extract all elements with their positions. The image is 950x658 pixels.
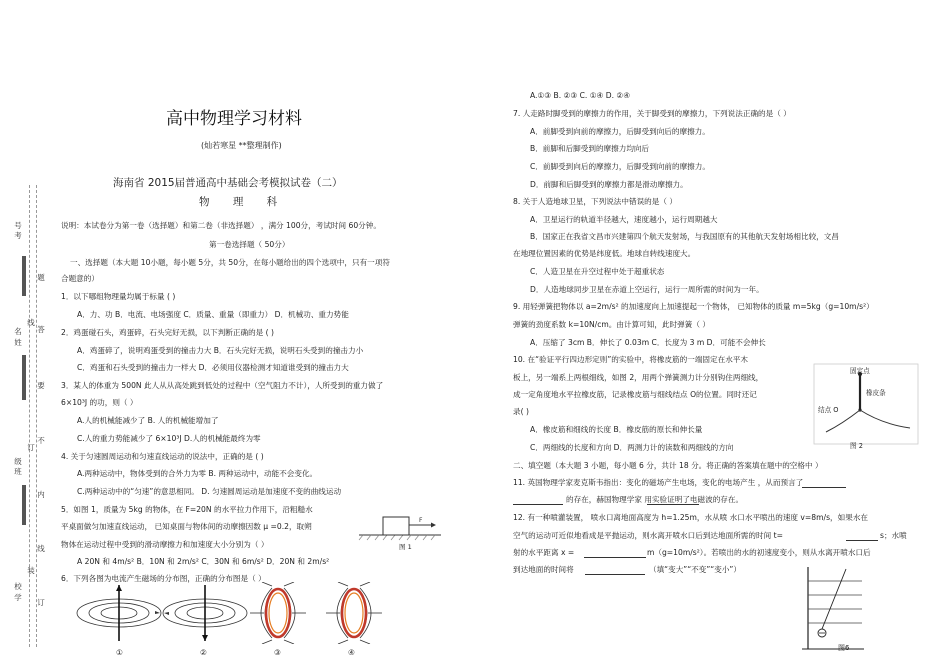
question-10-cont: 板上，另一端系上两根细线，如图 2，用两个弹簧测力计分别钩住两细线， bbox=[513, 373, 764, 382]
question-5: 5．如图 1，质量为 5kg 的物体，在 F=20N 的水平拉力作用下，沿粗糙水 bbox=[61, 505, 313, 514]
q7-option-b: B．前脚和后脚受到的摩擦力均向后 bbox=[530, 144, 650, 153]
fig2-fixed-point-label: 固定点 bbox=[850, 367, 870, 375]
question-12: 12. 有一种喷灌装置， 喷水口离地面高度为 h=1.25m，水从喷 水口水平喷出的速度 v=8m/s，如果水在 bbox=[513, 513, 869, 522]
q6-option-label: ② bbox=[200, 648, 207, 657]
q12-blank-distance[interactable] bbox=[584, 549, 646, 558]
margin-bar bbox=[22, 256, 26, 296]
seal-char: 线 bbox=[27, 318, 35, 327]
margin-label: 姓 bbox=[14, 338, 22, 347]
q8-option-b: B．国家正在我省文昌市兴建第四个航天发射场，与我国原有的其他航天发射场相比较，文昌 bbox=[530, 232, 839, 241]
block bbox=[383, 517, 409, 535]
question-9-cont: 弹簧的劲度系数 k=10N/cm。由计算可知，此时弹簧（ ） bbox=[513, 320, 710, 329]
question-12-cont: 射的水平距离 x = bbox=[513, 548, 575, 557]
margin-label: 号 bbox=[14, 221, 22, 230]
margin-label: 班 bbox=[14, 467, 22, 476]
question-3-cont: 6×10³J 的功，则（ ） bbox=[61, 398, 138, 407]
fig2-knot-label: 结点 O bbox=[818, 406, 839, 414]
q2-options-ab: A．鸡蛋碎了，说明鸡蛋受到的撞击力大 B．石头完好无损，说明石头受到的撞击力小 bbox=[77, 346, 364, 355]
question-8: 8. 关于人造地球卫星，下列说法中错误的是（ ） bbox=[513, 197, 677, 206]
seal-char: 订 bbox=[37, 598, 45, 607]
q7-option-c: C．前脚受到向后的摩擦力，后脚受到向前的摩擦力。 bbox=[530, 162, 710, 171]
document-subtitle: (灿若寒星 **整理制作) bbox=[201, 141, 282, 150]
q8-option-d: D．人造地球同步卫星在赤道上空运行，运行一周所需的时间为一年。 bbox=[530, 285, 764, 294]
margin-bar bbox=[22, 355, 26, 400]
q10-options-ab: A．橡皮筋和细线的长度 B．橡皮筋的原长和伸长量 bbox=[530, 425, 703, 434]
q11-blank-2[interactable] bbox=[513, 496, 563, 505]
seal-char: 答 bbox=[37, 325, 45, 334]
seal-char: 不 bbox=[37, 436, 45, 445]
document-title: 高中物理学习材料 bbox=[166, 109, 302, 129]
question-12-cont: m（g=10m/s²）。若喷出的水的初速度变小，则从水离开喷水口后 bbox=[647, 548, 871, 557]
margin-bar bbox=[22, 485, 26, 525]
q11-blank-1[interactable] bbox=[802, 479, 846, 488]
question-12-cont: （填“变大”“不变”“变小”） bbox=[649, 565, 741, 574]
question-3: 3．某人的体重为 500N 此人从从高处跳到低处的过程中（空气阻力不计），人所受到的重力做了 bbox=[61, 381, 384, 390]
q3-options-cd: C.人的重力势能减少了 6×10³J D.人的机械能最终为零 bbox=[77, 434, 261, 443]
exam-instructions: 说明：本试卷分为第一卷（选择题）和第二卷（非选择题） ，满分 100分，考试时间 60分钟。 bbox=[61, 221, 381, 230]
question-5-cont: 平桌面做匀加速直线运动， 已知桌面与物体间的动摩擦因数 μ =0.2，取朔 bbox=[61, 522, 312, 531]
q6-figure-2 bbox=[160, 583, 250, 643]
seal-char: 题 bbox=[37, 273, 45, 282]
margin-label: 考 bbox=[14, 231, 22, 240]
seal-char: 订 bbox=[27, 443, 35, 452]
q12-blank-change[interactable] bbox=[585, 566, 645, 575]
q8-option-a: A．卫星运行的轨道半径越大，速度越小，运行周期越大 bbox=[530, 215, 718, 224]
figure-2-label: 图 2 bbox=[850, 442, 863, 450]
question-5-cont: 物体在运动过程中受到的滑动摩擦力和加速度大小分别为（ ） bbox=[61, 540, 269, 549]
question-9: 9. 用轻弹簧把物体以 a=2m/s² 的加速度向上加速提起一个物体， 已知物体的质量 m=5kg（g=10m/s²） bbox=[513, 302, 874, 311]
dotted-seal-line bbox=[36, 185, 49, 647]
section-one-heading-cont: 合题意的） bbox=[61, 274, 99, 283]
q8-option-c: C．人造卫星在升空过程中处于超重状态 bbox=[530, 267, 665, 276]
q7-option-a: A．前脚受到向前的摩擦力，后脚受到向后的摩擦力。 bbox=[530, 127, 710, 136]
seal-char: 内 bbox=[37, 490, 45, 499]
section-one-heading: 一、选择题（本大题 10小题，每小题 5分，共 50分，在每小题给出的四个选项中，只有一项符 bbox=[70, 258, 390, 267]
question-10: 10. 在“验证平行四边形定则”的实验中，将橡皮筋的一端固定在水平木 bbox=[513, 355, 748, 364]
q6-option-label: ① bbox=[116, 648, 123, 657]
question-12-cont: 空气的运动可近似地看成是平抛运动，则水离开喷水口后到达地面所需的时间 t= bbox=[513, 531, 783, 540]
q12-blank-time[interactable] bbox=[846, 532, 878, 541]
q3-options-ab: A.人的机械能减少了 B. 人的机械能增加了 bbox=[77, 416, 219, 425]
section-two-heading: 二、填空题（本大题 3 小题，每小题 6 分，共计 18 分。将正确的答案填在题中的空格中 ） bbox=[513, 461, 823, 470]
fig2-rubber-band-label: 橡皮条 bbox=[866, 389, 886, 397]
q8-option-b-cont: 在地理位置因素的优势是纬度低。地球自转线速度大。 bbox=[513, 249, 696, 258]
q7-option-d: D．前脚和后脚受到的摩擦力都是滑动摩擦力。 bbox=[530, 180, 688, 189]
margin-label: 校 bbox=[14, 582, 22, 591]
q10-options-cd: C．两细线的长度和方向 D．两测力计的读数和两细线的方向 bbox=[530, 443, 734, 452]
question-11: 11. 英国物理学家麦克斯韦指出：变化的磁场产生电场，变化的电场产生 ，从而预言了 bbox=[513, 478, 804, 487]
question-10-cont: 成一定角度地水平拉橡皮筋，记录橡皮筋与细线结点 O的位置。同时还记 bbox=[513, 390, 757, 399]
q2-options-cd: C．鸡蛋和石头受到的撞击力一样大 D．必须用仪器检测才知道谁受到的撞击力大 bbox=[77, 363, 349, 372]
seal-char: 线 bbox=[37, 544, 45, 553]
q4-options-cd: C.两种运动中的“匀速”的意思相同。 D. 匀速圆周运动是加速度不变的曲线运动 bbox=[77, 487, 342, 496]
figure-6-label: 图6 bbox=[838, 644, 850, 652]
figure-6 bbox=[800, 565, 866, 655]
q6-figure-1 bbox=[74, 583, 164, 643]
question-7: 7. 人走路时脚受到的摩擦力的作用，关于脚受到的摩擦力，下列说法正确的是（ ） bbox=[513, 109, 791, 118]
q4-options-ab: A.两种运动中，物体受到的合外力为零 B. 两种运动中，动能不会变化。 bbox=[77, 469, 318, 478]
q6-option-label: ③ bbox=[274, 648, 281, 657]
margin-label: 名 bbox=[14, 327, 22, 336]
q6-figure-4 bbox=[324, 582, 384, 644]
q11-blank-3[interactable] bbox=[647, 496, 699, 505]
question-2: 2．鸡蛋碰石头，鸡蛋碎，石头完好无损，以下判断正确的是 ( ) bbox=[61, 328, 275, 337]
question-12-cont: 到达地面的时间将 bbox=[513, 565, 574, 574]
q6-figure-3 bbox=[248, 582, 308, 644]
question-10-cont: 录( ) bbox=[513, 407, 529, 416]
exam-title: 海南省 2015届普通高中基础会考模拟试卷（二） bbox=[113, 177, 343, 189]
part-one-heading: 第一卷选择题（ 50分） bbox=[209, 240, 290, 249]
figure-1-label: 图 1 bbox=[399, 543, 412, 551]
seal-char: 装 bbox=[27, 566, 35, 575]
svg-text:F: F bbox=[419, 517, 423, 524]
question-6: 6．下列各图为电流产生磁场的分布图，正确的分布图是（ ） bbox=[61, 574, 266, 583]
question-11-cont: 的存在，赫国物理学家 用实验证明了电磁波的存在。 bbox=[566, 495, 744, 504]
q1-options: A．力、功 B．电流、电场强度 C．质量、重量（即重力） D．机械功、重力势能 bbox=[77, 310, 349, 319]
subject-label: 物 理 科 bbox=[199, 196, 288, 208]
seal-char: 要 bbox=[37, 381, 45, 390]
margin-label: 学 bbox=[14, 593, 22, 602]
margin-label: 级 bbox=[14, 457, 22, 466]
question-1: 1．以下哪组物理量均属于标量 ( ) bbox=[61, 292, 176, 301]
question-4: 4. 关于匀速圆周运动和匀速直线运动的说法中，正确的是 ( ) bbox=[61, 452, 264, 461]
q12-unit-s: s；水喷 bbox=[880, 531, 907, 540]
q6-option-label: ④ bbox=[348, 648, 355, 657]
q5-options: A 20N 和 4m/s² B．10N 和 2m/s² C．30N 和 6m/s² D．20N 和 2m/s² bbox=[77, 557, 330, 566]
q9-options: A．压缩了 3cm B．伸长了 0.03m C．长度为 3 m D．可能不会伸长 bbox=[530, 338, 766, 347]
q6-answer-choices: A.①③ B. ②③ C. ①④ D. ②④ bbox=[530, 91, 631, 100]
